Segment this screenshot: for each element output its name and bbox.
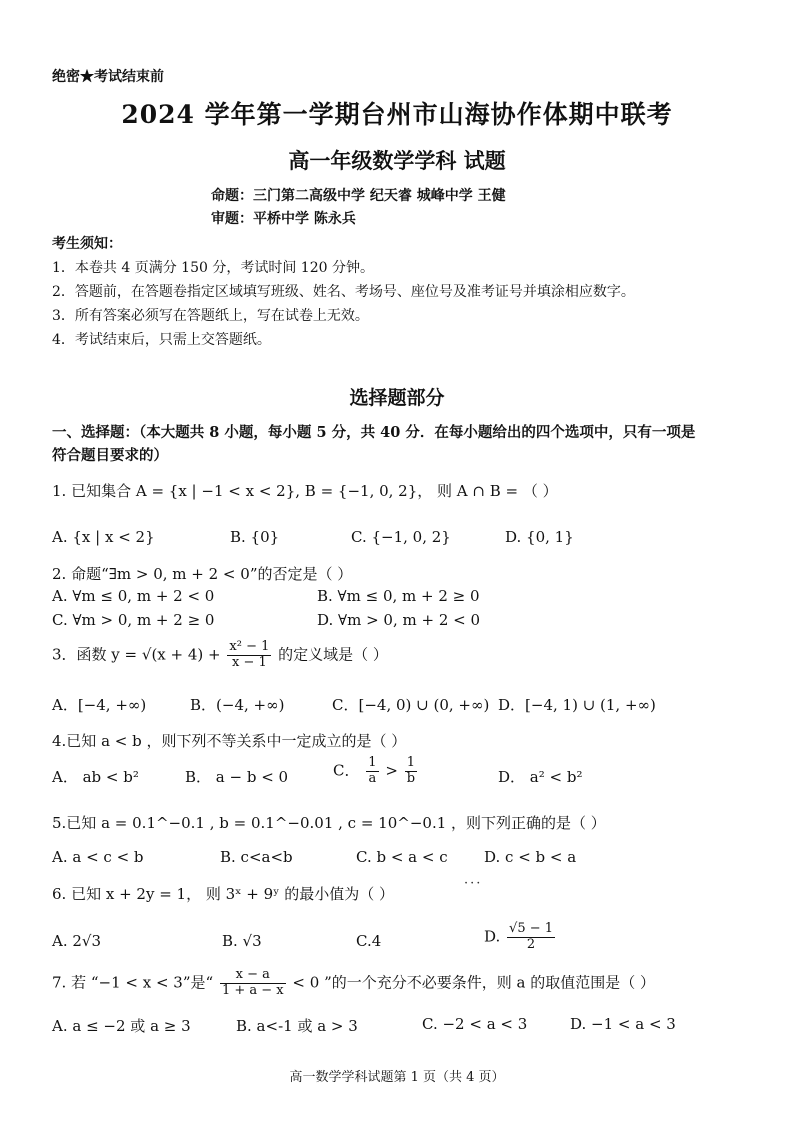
notice-item: 3．所有答案必须写在答题纸上，写在试卷上无效。 <box>52 308 369 324</box>
q6-option-d <box>484 922 557 953</box>
q3-option-b: B．(−4, +∞) <box>190 696 285 714</box>
q5-option-a: A. a < c < b <box>52 848 144 866</box>
q1-option-a: A. {x | x < 2} <box>52 528 155 546</box>
q4-option-d: D． a² < b² <box>498 768 583 786</box>
q7-option-c: C. −2 < a < 3 <box>422 1015 528 1033</box>
q4-fraction-left-denominator: a <box>368 770 377 786</box>
q4-fraction-right <box>405 756 417 787</box>
q2-option-b: B. ∀m ≤ 0, m + 2 ≥ 0 <box>317 587 480 605</box>
q3-stem-prefix: 3．函数 y = √(x + 4) + <box>52 645 221 664</box>
question-4-stem: 4.已知 a < b ，则下列不等关系中一定成立的是（ ） <box>52 732 407 750</box>
q1-option-c: C. {−1, 0, 2} <box>351 528 451 546</box>
q3-option-a: A．[−4, +∞) <box>52 696 147 714</box>
q7-fraction-numerator: x − a <box>220 968 286 984</box>
part-heading: 一、选择题：（本大题共 8 小题，每小题 5 分，共 40 分．在每小题给出的四个选项中，只有一项是 <box>52 424 696 441</box>
q2-option-c: C. ∀m > 0, m + 2 ≥ 0 <box>52 611 215 629</box>
q4-fraction-left <box>366 756 378 787</box>
notice-item: 2．答题前，在答题卷指定区域填写班级、姓名、考场号、座位号及准考证号并填涂相应数字。 <box>52 284 635 300</box>
q7-option-b: B. a<-1 或 a > 3 <box>236 1017 358 1035</box>
q6-option-d-denominator: 2 <box>526 936 536 952</box>
q4-fraction-right-numerator: 1 <box>405 756 417 772</box>
q5-option-b: B. c<a<b <box>220 848 293 866</box>
q6-option-a: A. 2√3 <box>52 932 102 950</box>
q6-option-b: B. √3 <box>222 932 262 950</box>
q2-option-a: A. ∀m ≤ 0, m + 2 < 0 <box>52 587 215 605</box>
q5-option-c: C. b < a < c <box>356 848 448 866</box>
ellipsis-mark: ··· <box>464 876 483 891</box>
section-title: 选择题部分 <box>349 387 445 409</box>
q1-option-d: D. {0, 1} <box>505 528 574 546</box>
exam-subtitle: 高一年级数学学科 试题 <box>288 148 506 173</box>
question-2-stem: 2. 命题“∃m > 0, m + 2 < 0”的否定是（ ） <box>52 565 353 583</box>
notice-item: 4．考试结束后，只需上交答题纸。 <box>52 332 271 348</box>
reviewer-line: 审题：平桥中学 陈永兵 <box>211 211 356 227</box>
q6-option-c: C.4 <box>356 932 382 950</box>
q7-stem-suffix: < 0 ”的一个充分不必要条件，则 a 的取值范围是（ ） <box>292 973 655 992</box>
q3-fraction-numerator: x² − 1 <box>229 639 270 654</box>
q7-option-d: D. −1 < a < 3 <box>570 1015 676 1033</box>
q3-option-d: D．[−4, 1) ∪ (1, +∞) <box>498 696 656 714</box>
q7-fraction <box>220 968 286 999</box>
q3-fraction <box>227 640 271 671</box>
q7-fraction-denominator: 1 + a − x <box>221 982 284 998</box>
q4-fraction-right-denominator: b <box>406 770 416 786</box>
q7-option-a: A. a ≤ −2 或 a ≥ 3 <box>52 1017 191 1035</box>
q4-option-c-comparator: > <box>385 761 398 780</box>
q6-option-d-numerator: √5 − 1 <box>509 921 554 936</box>
notice-title: 考生须知： <box>52 236 122 252</box>
q6-option-d-label: D. <box>484 927 501 946</box>
q4-option-a: A． ab < b² <box>52 768 139 786</box>
q4-fraction-left-numerator: 1 <box>368 755 377 770</box>
notice-item: 1．本卷共 4 页满分 150 分，考试时间 120 分钟。 <box>52 260 374 276</box>
author-line: 命题：三门第二高级中学 纪天睿 城峰中学 王健 <box>211 188 506 204</box>
question-3-stem <box>52 640 388 671</box>
question-1-stem: 1. 已知集合 A = {x | −1 < x < 2}, B = {−1, 0, 2}， 则 A ∩ B = （ ） <box>52 482 558 500</box>
q4-option-c-label: C． <box>333 761 360 780</box>
q3-option-c: C．[−4, 0) ∪ (0, +∞) <box>332 696 490 714</box>
q5-option-d: D. c < b < a <box>484 848 577 866</box>
q1-option-b: B. {0} <box>230 528 280 546</box>
q2-option-d: D. ∀m > 0, m + 2 < 0 <box>317 611 481 629</box>
q3-stem-suffix: 的定义域是（ ） <box>278 645 388 664</box>
q4-option-c <box>333 756 419 787</box>
part-heading-continued: 符合题目要求的） <box>52 447 168 464</box>
exam-title: 2024 学年第一学期台州市山海协作体期中联考 <box>121 100 673 129</box>
q7-stem-prefix: 7. 若 “−1 < x < 3”是“ <box>52 973 214 992</box>
question-7-stem <box>52 968 655 999</box>
question-6-stem: 6. 已知 x + 2y = 1， 则 3ˣ + 9ʸ 的最小值为（ ） <box>52 885 395 903</box>
q4-option-b: B． a − b < 0 <box>185 768 289 786</box>
question-5-stem: 5.已知 a = 0.1^−0.1 , b = 0.1^−0.01 , c = 10^−0.1 ，则下列正确的是（ ） <box>52 814 606 832</box>
secret-label: 绝密★考试结束前 <box>52 69 164 85</box>
q6-option-d-fraction <box>507 922 555 953</box>
page-footer: 高一数学学科试题第 1 页（共 4 页） <box>289 1070 505 1085</box>
q3-fraction-denominator: x − 1 <box>232 654 267 670</box>
